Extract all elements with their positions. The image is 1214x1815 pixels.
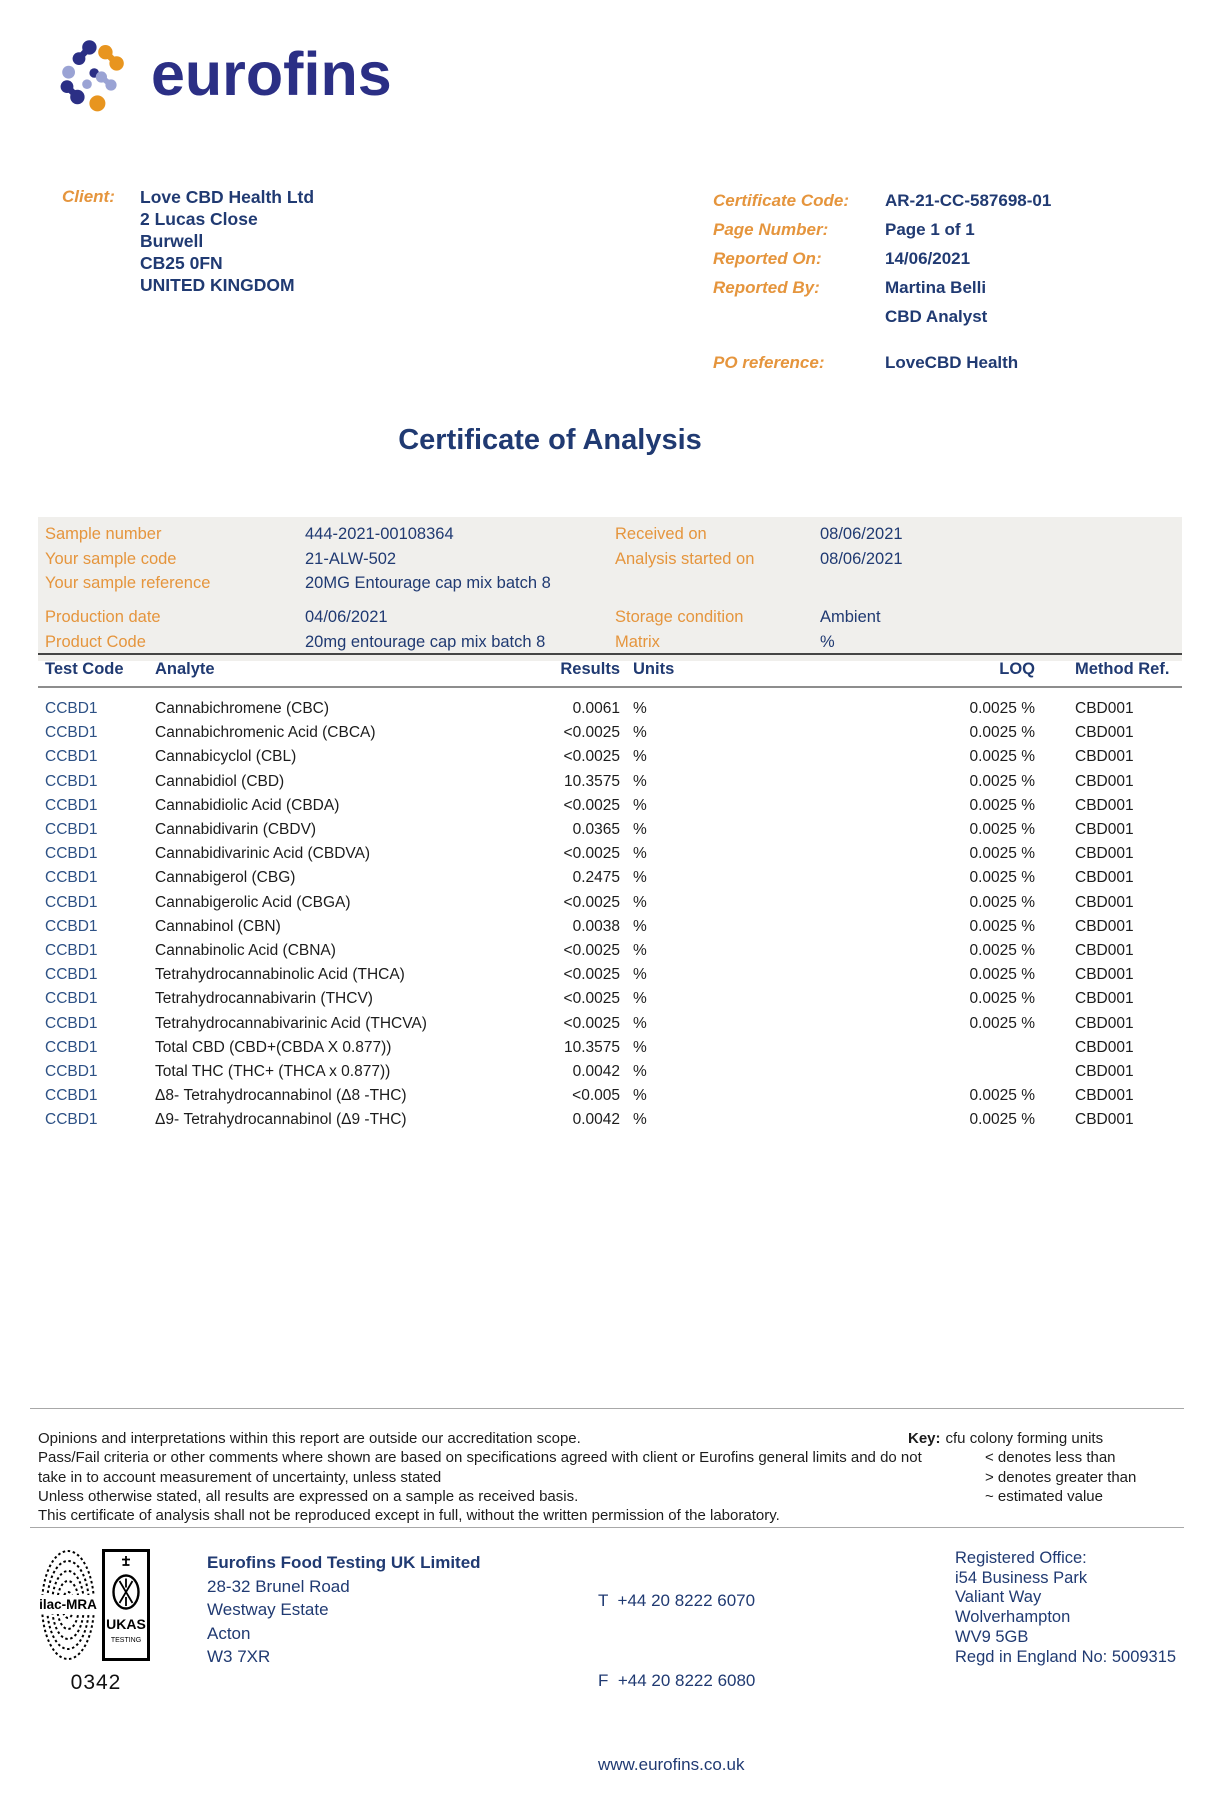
key-block — [908, 1429, 1136, 1506]
cell-result: 0.0042 — [572, 1063, 620, 1081]
client-address-line: UNITED KINGDOM — [140, 275, 295, 295]
key-item: < denotes less than — [985, 1449, 1116, 1467]
svg-text:UKAS: UKAS — [106, 1616, 146, 1632]
cell-method-ref: CBD001 — [1075, 796, 1134, 814]
table-row — [38, 1036, 1182, 1060]
table-row — [38, 721, 1182, 745]
cell-units: % — [633, 917, 647, 935]
company-address-lines — [207, 1575, 481, 1669]
accreditation-logos — [40, 1549, 152, 1663]
cell-result: 10.3575 — [563, 772, 620, 790]
table-row — [38, 818, 1182, 842]
info-label: Matrix — [615, 632, 660, 651]
cell-units: % — [633, 966, 647, 984]
po-reference-value: LoveCBD Health — [885, 353, 1019, 372]
cell-units: % — [633, 796, 647, 814]
cell-analyte: Total CBD (CBD+(CBDA X 0.877)) — [155, 1038, 392, 1056]
website-url: www.eurofins.co.uk — [598, 1755, 745, 1774]
company-name: Eurofins Food Testing UK Limited — [207, 1553, 481, 1572]
table-row — [38, 1060, 1182, 1084]
info-label — [615, 571, 820, 596]
table-row — [38, 915, 1182, 939]
cell-test-code: CCBD1 — [45, 845, 98, 863]
cell-result: <0.0025 — [563, 796, 620, 814]
client-label: Client: — [62, 187, 115, 206]
page-number-value: Page 1 of 1 — [885, 220, 975, 239]
certificate-code-label: Certificate Code: — [713, 191, 850, 210]
cell-loq: 0.0025 % — [969, 772, 1035, 790]
meta-row — [713, 244, 1051, 273]
cell-result: <0.0025 — [563, 990, 620, 1008]
product-info-row — [45, 630, 1182, 655]
key-label: Key: — [908, 1430, 941, 1447]
header-results: Results — [560, 660, 620, 678]
info-label: Storage condition — [615, 608, 744, 626]
results-table — [38, 653, 1182, 1133]
cell-units: % — [633, 724, 647, 742]
disclaimer-text — [38, 1429, 922, 1525]
cell-loq: 0.0025 % — [969, 1014, 1035, 1032]
sample-info-row — [45, 571, 1182, 596]
cell-test-code: CCBD1 — [45, 990, 98, 1008]
cell-method-ref: CBD001 — [1075, 942, 1134, 960]
cell-test-code: CCBD1 — [45, 966, 98, 984]
info-value: Ambient — [820, 608, 881, 626]
cell-loq: 0.0025 % — [969, 845, 1035, 863]
cell-analyte: Cannabidivarin (CBDV) — [155, 821, 317, 839]
registered-office-line: i54 Business Park — [955, 1568, 1088, 1587]
key-items — [908, 1448, 1136, 1506]
table-row — [38, 1084, 1182, 1108]
cell-method-ref: CBD001 — [1075, 1111, 1134, 1129]
info-label: Production date — [45, 608, 161, 626]
table-row — [38, 1108, 1182, 1132]
table-row — [38, 770, 1182, 794]
cell-method-ref: CBD001 — [1075, 1014, 1134, 1032]
cell-loq: 0.0025 % — [969, 893, 1035, 911]
cell-test-code: CCBD1 — [45, 1087, 98, 1105]
cell-method-ref: CBD001 — [1075, 893, 1134, 911]
table-row — [38, 1012, 1182, 1036]
cell-test-code: CCBD1 — [45, 893, 98, 911]
cell-analyte: Tetrahydrocannabinolic Acid (THCA) — [155, 966, 405, 984]
cell-loq: 0.0025 % — [969, 821, 1035, 839]
header-test-code: Test Code — [45, 660, 124, 678]
eurofins-molecule-icon — [55, 34, 135, 120]
info-label: Analysis started on — [615, 549, 755, 568]
company-address-line: 28-32 Brunel Road — [207, 1576, 350, 1596]
cell-loq: 0.0025 % — [969, 917, 1035, 935]
table-row — [38, 963, 1182, 987]
cell-loq: 0.0025 % — [969, 700, 1035, 717]
header-units: Units — [633, 660, 675, 678]
cell-method-ref: CBD001 — [1075, 748, 1134, 766]
registered-office-line: Registered Office: — [955, 1549, 1087, 1567]
cell-test-code: CCBD1 — [45, 1111, 98, 1129]
company-address-line: Westway Estate — [207, 1600, 329, 1619]
svg-text:ilac-MRA: ilac-MRA — [39, 1597, 97, 1612]
table-row — [38, 794, 1182, 818]
meta-row — [713, 186, 1051, 215]
meta-row — [713, 348, 1051, 377]
reported-on-label: Reported On: — [713, 249, 822, 268]
cell-analyte: Cannabicyclol (CBL) — [155, 748, 297, 766]
cell-result: <0.0025 — [563, 966, 620, 984]
key-first-item: cfu colony forming units — [945, 1430, 1104, 1447]
info-value: 08/06/2021 — [820, 549, 903, 568]
client-address-line: Burwell — [140, 231, 204, 251]
cell-analyte: Cannabidivarinic Acid (CBDVA) — [155, 845, 371, 863]
table-row — [38, 939, 1182, 963]
cell-analyte: Cannabichromenic Acid (CBCA) — [155, 724, 376, 742]
cell-analyte: Cannabigerol (CBG) — [155, 869, 296, 887]
cell-method-ref: CBD001 — [1075, 821, 1134, 839]
cell-loq: 0.0025 % — [969, 748, 1035, 766]
cell-method-ref: CBD001 — [1075, 917, 1134, 935]
cell-loq: 0.0025 % — [969, 796, 1035, 814]
cell-test-code: CCBD1 — [45, 1014, 98, 1032]
client-address-line: Love CBD Health Ltd — [140, 187, 315, 207]
info-value: 20mg entourage cap mix batch 8 — [305, 632, 546, 651]
cell-test-code: CCBD1 — [45, 917, 98, 935]
meta-row — [713, 273, 1051, 331]
cell-loq: 0.0025 % — [969, 869, 1035, 887]
cell-units: % — [633, 1087, 647, 1105]
cell-result: 0.0365 — [572, 821, 620, 839]
cell-analyte: Cannabichromene (CBC) — [155, 700, 330, 717]
table-row — [38, 866, 1182, 890]
cell-units: % — [633, 845, 647, 863]
cell-units: % — [633, 772, 647, 790]
info-label: Sample number — [45, 525, 162, 543]
key-item: ~ estimated value — [985, 1487, 1103, 1505]
cell-method-ref: CBD001 — [1075, 1038, 1134, 1056]
cell-loq: 0.0025 % — [969, 1111, 1035, 1129]
ukas-sub-text: TESTING — [110, 1637, 142, 1644]
info-label: Product Code — [45, 632, 146, 651]
cell-method-ref: CBD001 — [1075, 1087, 1134, 1105]
registered-office-block — [955, 1549, 1176, 1667]
client-block — [62, 186, 314, 296]
cell-loq: 0.0025 % — [969, 942, 1035, 960]
sample-info-row — [45, 547, 1182, 572]
key-item: > denotes greater than — [985, 1468, 1137, 1486]
cell-method-ref: CBD001 — [1075, 869, 1134, 887]
cell-result: 0.0042 — [572, 1111, 620, 1129]
cell-analyte: Cannabinol (CBN) — [155, 917, 281, 935]
disclaimer-line: Pass/Fail criteria or other comments where shown are based on specifications agreed with client or Eurofins general limits and do not — [38, 1449, 922, 1467]
cell-result: <0.0025 — [563, 1014, 620, 1032]
cell-result: <0.0025 — [563, 845, 620, 863]
cell-units: % — [633, 893, 647, 911]
certificate-code-value: AR-21-CC-587698-01 — [885, 191, 1052, 210]
cell-result: 0.0061 — [572, 700, 620, 717]
registered-office-line: Valiant Way — [955, 1588, 1042, 1607]
cell-test-code: CCBD1 — [45, 796, 98, 814]
client-address — [140, 186, 314, 296]
header-analyte: Analyte — [155, 660, 215, 678]
cell-result: <0.0025 — [563, 893, 620, 911]
cell-method-ref: CBD001 — [1075, 966, 1134, 984]
table-row — [38, 842, 1182, 866]
cell-result: 10.3575 — [563, 1038, 620, 1056]
cell-test-code: CCBD1 — [45, 869, 98, 887]
table-row — [38, 891, 1182, 915]
registered-office-line: Wolverhampton — [955, 1608, 1071, 1627]
logo-wordmark: eurofins — [151, 39, 392, 108]
cell-units: % — [633, 1038, 647, 1056]
cell-test-code: CCBD1 — [45, 724, 98, 742]
cell-loq: 0.0025 % — [969, 724, 1035, 742]
key-first-line — [908, 1429, 1136, 1448]
cell-analyte: Δ9- Tetrahydrocannabinol (Δ9 -THC) — [155, 1111, 407, 1129]
client-address-line: 2 Lucas Close — [140, 209, 258, 229]
cell-test-code: CCBD1 — [45, 942, 98, 960]
cell-test-code: CCBD1 — [45, 772, 98, 790]
sample-info-row — [45, 522, 1182, 547]
sample-info-band — [38, 517, 1182, 603]
reported-by-role: CBD Analyst — [885, 307, 988, 326]
cell-loq: 0.0025 % — [969, 966, 1035, 984]
contact-block — [598, 1551, 755, 1815]
cell-test-code: CCBD1 — [45, 1038, 98, 1056]
cell-result: <0.0025 — [563, 724, 620, 742]
certificate-meta — [713, 186, 1051, 377]
info-value: 20MG Entourage cap mix batch 8 — [305, 574, 551, 593]
reported-by-name: Martina Belli — [885, 278, 987, 297]
page-title: Certificate of Analysis — [398, 424, 702, 456]
cell-result: 0.2475 — [572, 869, 620, 887]
table-row — [38, 745, 1182, 769]
product-info-row — [45, 605, 1182, 630]
cell-method-ref: CBD001 — [1075, 990, 1134, 1008]
info-value: % — [820, 632, 835, 651]
cell-units: % — [633, 942, 647, 960]
info-label: Your sample reference — [45, 574, 211, 593]
meta-row — [713, 215, 1051, 244]
eurofins-logo — [55, 34, 392, 120]
info-value: 21-ALW-502 — [305, 549, 397, 568]
cell-analyte: Cannabidiol (CBD) — [155, 772, 285, 790]
info-label: Received on — [615, 525, 707, 543]
header-loq: LOQ — [999, 660, 1035, 678]
cell-test-code: CCBD1 — [45, 748, 98, 766]
disclaimer-line: This certificate of analysis shall not be reproduced except in full, without the written permission of the laboratory. — [38, 1507, 780, 1525]
registered-office-line: Regd in England No: 5009315 — [955, 1647, 1177, 1666]
cell-method-ref: CBD001 — [1075, 1063, 1134, 1081]
client-address-line: CB25 0FN — [140, 253, 223, 273]
info-value: 08/06/2021 — [820, 525, 903, 543]
divider — [30, 1408, 1184, 1409]
cell-units: % — [633, 1111, 647, 1129]
cell-loq — [693, 1060, 1035, 1084]
results-table-body — [38, 697, 1182, 1133]
cell-test-code: CCBD1 — [45, 821, 98, 839]
cell-analyte: Tetrahydrocannabivarinic Acid (THCVA) — [155, 1014, 427, 1032]
cell-analyte: Δ8- Tetrahydrocannabinol (Δ8 -THC) — [155, 1087, 407, 1105]
cell-loq — [693, 1036, 1035, 1060]
divider — [30, 1527, 1184, 1528]
disclaimer-line: take in to account measurement of uncertainty, unless stated — [38, 1468, 442, 1486]
disclaimer-line: Opinions and interpretations within this report are outside our accreditation scope. — [38, 1430, 581, 1447]
reported-on-value: 14/06/2021 — [885, 249, 971, 268]
table-row — [38, 987, 1182, 1011]
cell-units: % — [633, 821, 647, 839]
cell-loq: 0.0025 % — [969, 990, 1035, 1008]
phone-number: T +44 20 8222 6070 — [598, 1591, 756, 1610]
reported-by-label: Reported By: — [713, 278, 820, 297]
registered-office-line: WV9 5GB — [955, 1627, 1029, 1646]
results-table-header — [38, 653, 1182, 688]
table-row — [38, 697, 1182, 721]
cell-method-ref: CBD001 — [1075, 700, 1134, 717]
info-label: Your sample code — [45, 549, 177, 568]
cell-loq: 0.0025 % — [969, 1087, 1035, 1105]
cell-units: % — [633, 869, 647, 887]
company-address-line: Acton — [207, 1623, 251, 1643]
po-reference-label: PO reference: — [713, 353, 825, 372]
cell-units: % — [633, 748, 647, 766]
product-info-band — [38, 600, 1182, 661]
ukas-testing-logo-icon — [102, 1549, 150, 1661]
ilac-mra-stamp-icon — [40, 1549, 96, 1661]
cell-method-ref: CBD001 — [1075, 772, 1134, 790]
cell-units: % — [633, 1063, 647, 1081]
cell-result: 0.0038 — [572, 917, 620, 935]
company-address-line: W3 7XR — [207, 1647, 271, 1666]
page-number-label: Page Number: — [713, 220, 829, 239]
cell-units: % — [633, 700, 647, 717]
cell-units: % — [633, 1014, 647, 1032]
cell-method-ref: CBD001 — [1075, 845, 1134, 863]
reported-by-value — [885, 273, 987, 331]
info-value: 444-2021-00108364 — [305, 525, 454, 543]
cell-analyte: Cannabinolic Acid (CBNA) — [155, 942, 336, 960]
disclaimer-line: Unless otherwise stated, all results are expressed on a sample as received basis. — [38, 1487, 579, 1505]
cell-method-ref: CBD001 — [1075, 724, 1134, 742]
cell-result: <0.0025 — [563, 748, 620, 766]
cell-analyte: Cannabigerolic Acid (CBGA) — [155, 893, 351, 911]
info-value — [820, 571, 1182, 596]
cell-result: <0.005 — [572, 1087, 620, 1105]
cell-result: <0.0025 — [563, 942, 620, 960]
cell-analyte: Total THC (THC+ (THCA x 0.877)) — [155, 1063, 391, 1081]
cell-test-code: CCBD1 — [45, 700, 98, 717]
cell-test-code: CCBD1 — [45, 1063, 98, 1081]
header-method-ref: Method Ref. — [1075, 660, 1170, 678]
company-address-block — [207, 1551, 481, 1669]
fax-number: F +44 20 8222 6080 — [598, 1671, 756, 1690]
accreditation-number: 0342 — [70, 1671, 122, 1694]
cell-analyte: Tetrahydrocannabivarin (THCV) — [155, 990, 373, 1008]
cell-analyte: Cannabidiolic Acid (CBDA) — [155, 796, 340, 814]
cell-units: % — [633, 990, 647, 1008]
info-value: 04/06/2021 — [305, 608, 388, 626]
